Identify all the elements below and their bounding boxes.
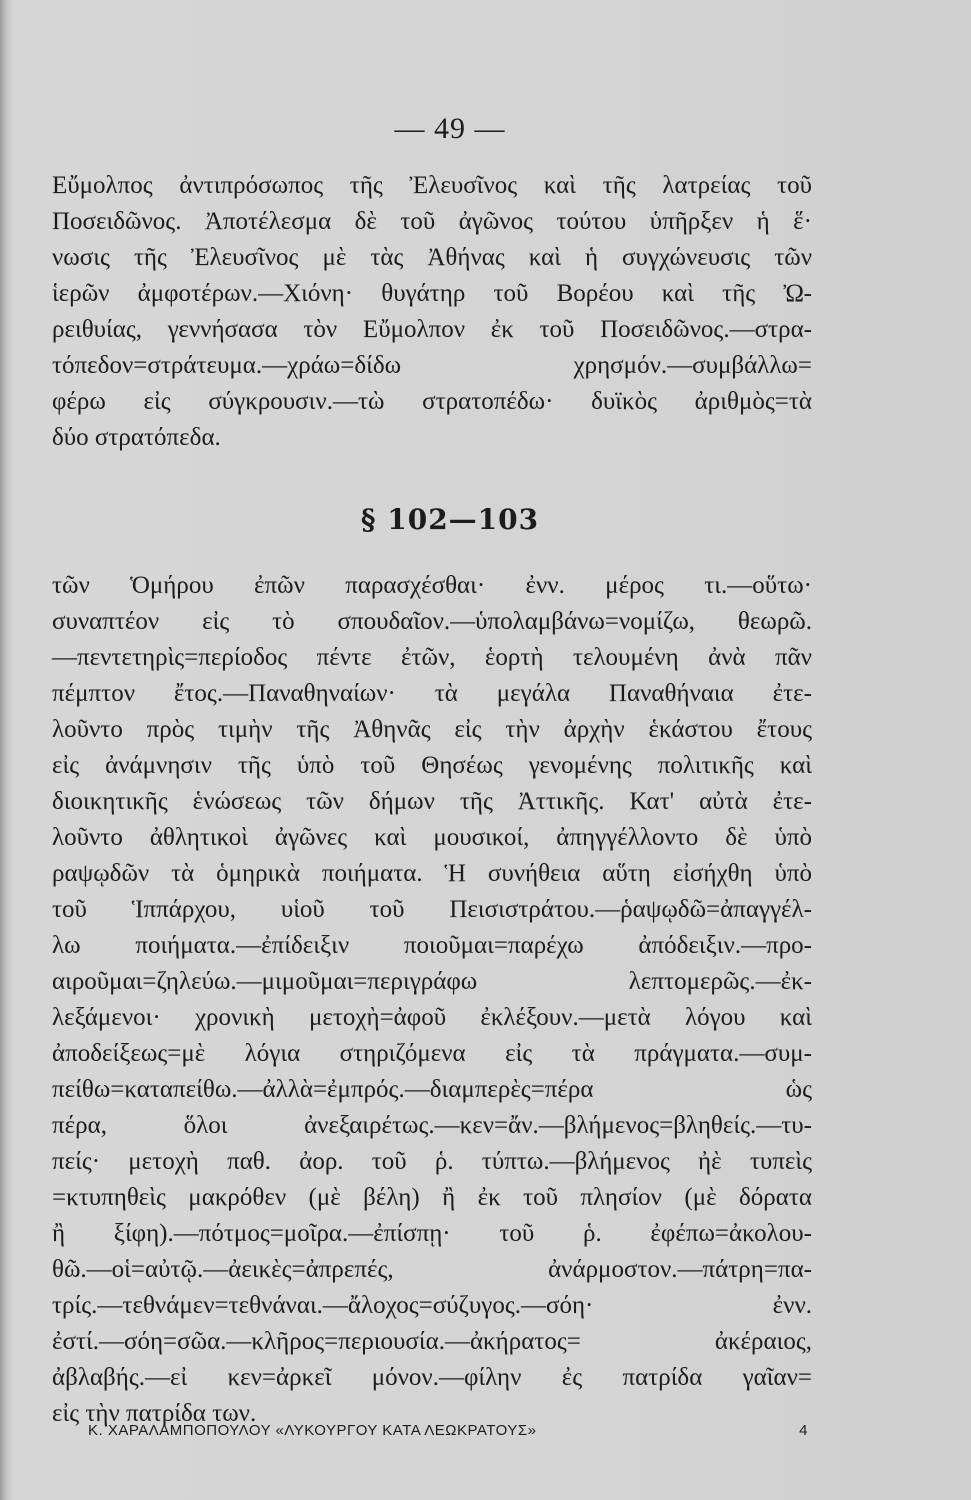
text-line: τῶν Ὁμήρου ἐπῶν παρασχέσθαι· ἐνν. μέρος τι.—οὕτω· [52, 572, 812, 599]
text-line: λεξάμενοι· χρονικὴ μετοχὴ=ἀφοῦ ἐκλέξουν.—μετὰ λόγου καὶ [52, 1004, 812, 1031]
text-line: πείθω=καταπείθω.—ἀλλὰ=ἐμπρός.—διαμπερὲς=πέρα ὡς [52, 1076, 812, 1103]
footer-book-title: Κ. ΧΑΡΑΛΑΜΠΟΠΟΥΛΟΥ «ΛΥΚΟΥΡΓΟΥ ΚΑΤΑ ΛΕΩΚΡΑΤΟΥΣ» [88, 1422, 537, 1439]
text-line: εἰς τὴν πατρίδα των. [52, 1400, 257, 1427]
text-line: τοῦ Ἱππάρχου, υἱοῦ τοῦ Πεισιστράτου.—ῥαψῳδῶ=ἀπαγγέλ- [52, 896, 812, 923]
text-line: νωσις τῆς Ἐλευσῖνος μὲ τὰς Ἀθήνας καὶ ἡ συγχώνευσις τῶν [52, 244, 812, 271]
text-line: τόπεδον=στράτευμα.—χράω=δίδω χρησμόν.—συμβάλλω= [52, 352, 812, 379]
text-line: Ποσειδῶνος. Ἀποτέλεσμα δὲ τοῦ ἀγῶνος τούτου ὑπῆρξεν ἡ ἕ· [52, 208, 812, 235]
page-number: — 49 — [394, 112, 506, 145]
footer-signature-number: 4 [799, 1422, 808, 1439]
commentary-paragraph-2 [52, 568, 812, 1432]
text-line: λω ποιήματα.—ἐπίδειξιν ποιοῦμαι=παρέχω ἀπόδειξιν.—προ- [52, 932, 812, 959]
commentary-paragraph-1 [52, 168, 812, 456]
text-line: δύο στρατόπεδα. [52, 424, 221, 451]
text-line: ἢ ξίφη).—πότμος=μοῖρα.—ἐπίσπῃ· τοῦ ῥ. ἐφέπω=ἀκολου- [52, 1220, 812, 1247]
text-line: συναπτέον εἰς τὸ σπουδαῖον.—ὑπολαμβάνω=νομίζω, θεωρῶ. [52, 608, 812, 635]
text-line: λοῦντο πρὸς τιμὴν τῆς Ἀθηνᾶς εἰς τὴν ἀρχὴν ἑκάστου ἔτους [52, 716, 812, 743]
text-line: Εὔμολπος ἀντιπρόσωπος τῆς Ἐλευσῖνος καὶ τῆς λατρείας τοῦ [52, 172, 812, 199]
section-heading: § 102—103 [360, 503, 540, 536]
text-line: ἀποδείξεως=μὲ λόγια στηριζόμενα εἰς τὰ πράγματα.—συμ- [52, 1040, 812, 1067]
text-line: τρίς.—τεθνάμεν=τεθνάναι.—ἄλοχος=σύζυγος.—σόη· ἐνν. [52, 1292, 812, 1319]
text-line: πέμπτον ἔτος.—Παναθηναίων· τὰ μεγάλα Παναθήναια ἐτε- [52, 680, 812, 707]
text-line: πέρα, ὅλοι ἀνεξαιρέτως.—κεν=ἄν.—βλήμενος=βληθείς.—τυ- [52, 1112, 812, 1139]
text-line: πείς· μετοχὴ παθ. ἀορ. τοῦ ῥ. τύπτω.—βλήμενος ἠὲ τυπεὶς [52, 1148, 812, 1175]
text-line: αιροῦμαι=ζηλεύω.—μιμοῦμαι=περιγράφω λεπτομερῶς.—ἐκ- [52, 968, 812, 995]
text-line: =κτυπηθεὶς μακρόθεν (μὲ βέλη) ἢ ἐκ τοῦ πλησίον (μὲ δόρατα [52, 1184, 812, 1211]
text-line: —πεντετηρὶς=περίοδος πέντε ἐτῶν, ἑορτὴ τελουμένη ἀνὰ πᾶν [52, 644, 812, 671]
footer [88, 1422, 808, 1439]
text-line: φέρω εἰς σύγκρουσιν.—τὼ στρατοπέδω· δυϊκὸς ἀριθμὸς=τὰ [52, 388, 812, 415]
text-line: θῶ.—οἱ=αὐτῷ.—ἀεικὲς=ἀπρεπές, ἀνάρμοστον.—πάτρη=πα- [52, 1256, 812, 1283]
text-line: ἱερῶν ἀμφοτέρων.—Χιόνη· θυγάτηρ τοῦ Βορέου καὶ τῆς Ὠ- [52, 280, 812, 307]
text-line: ρειθυίας, γεννήσασα τὸν Εὔμολπον ἐκ τοῦ Ποσειδῶνος.—στρα- [52, 316, 812, 343]
text-line: λοῦντο ἀθλητικοὶ ἀγῶνες καὶ μουσικοί, ἀπηγγέλλοντο δὲ ὑπὸ [52, 824, 812, 851]
text-line: ραψῳδῶν τὰ ὁμηρικὰ ποιήματα. Ἡ συνήθεια αὕτη εἰσήχθη ὑπὸ [52, 860, 812, 887]
text-line: ἐστί.—σόη=σῶα.—κλῆρος=περιουσία.—ἀκήρατος= ἀκέραιος, [52, 1328, 812, 1355]
text-line: ἀβλαβής.—εἰ κεν=ἀρκεῖ μόνον.—φίλην ἐς πατρίδα γαῖαν= [52, 1364, 812, 1391]
text-line: εἰς ἀνάμνησιν τῆς ὑπὸ τοῦ Θησέως γενομένης πολιτικῆς καὶ [52, 752, 812, 779]
text-line: διοικητικῆς ἑνώσεως τῶν δήμων τῆς Ἀττικῆς. Κατ' αὐτὰ ἐτε- [52, 788, 812, 815]
